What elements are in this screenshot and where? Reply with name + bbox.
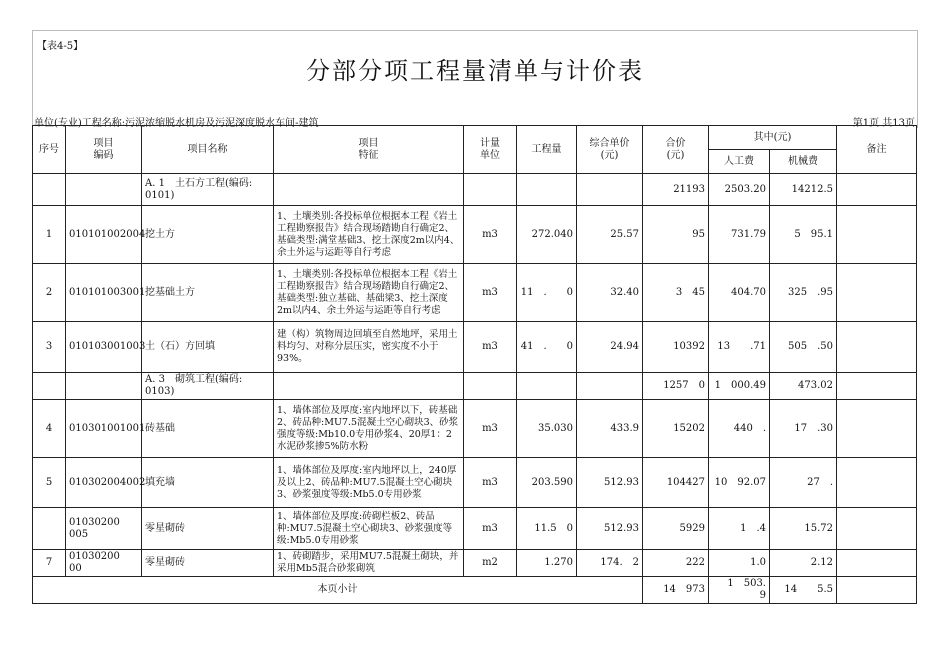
col-header-code-line1: 项目 bbox=[93, 137, 114, 149]
row-qty bbox=[517, 373, 577, 400]
page-title: 分部分项工程量清单与计价表 bbox=[306, 57, 644, 85]
row-labor: 2503.20 bbox=[709, 174, 770, 206]
row-total: 10392 bbox=[643, 322, 709, 373]
subtotal-remark bbox=[837, 577, 917, 604]
col-header-feature bbox=[274, 126, 464, 174]
row-machine: 15.72 bbox=[770, 508, 837, 550]
row-seq bbox=[33, 373, 66, 400]
row-feature bbox=[274, 174, 464, 206]
row-code: 010101002004 bbox=[66, 206, 142, 264]
table-tag: 【表4-5】 bbox=[37, 41, 84, 52]
row-name: 零星砌砖 bbox=[142, 550, 274, 577]
row-total: 104427 bbox=[643, 458, 709, 508]
row-code: 010101003001 bbox=[66, 264, 142, 322]
row-unit: m3 bbox=[464, 264, 517, 322]
row-remark bbox=[837, 458, 917, 508]
col-header-unit-line2: 单位 bbox=[480, 149, 500, 161]
row-name: 挖基础土方 bbox=[142, 264, 274, 322]
table-row bbox=[33, 264, 917, 322]
col-header-total bbox=[643, 126, 709, 174]
col-header-feature-line2: 特征 bbox=[358, 149, 379, 161]
table-row bbox=[33, 373, 917, 400]
col-header-labor: 人工费 bbox=[709, 150, 770, 174]
row-qty: 35.030 bbox=[517, 400, 577, 458]
row-unit: m3 bbox=[464, 508, 517, 550]
row-unit bbox=[464, 373, 517, 400]
row-feature: 1、土壤类别:各投标单位根据本工程《岩土工程勘察报告》结合现场踏勘自行确定2、基础类型:满堂基础3、挖土深度2m以内4、余土外运与运距等自行考虑 bbox=[274, 206, 464, 264]
project-unit-label: 单位(专业)工程名称:污泥浓缩脱水机房及污泥深度脱水车间-建筑 bbox=[34, 118, 319, 129]
row-feature: 建（构）筑物周边回填至自然地坪，采用土料均匀、对称分层压实，密实度不小于93%。 bbox=[274, 322, 464, 373]
row-unit: m2 bbox=[464, 550, 517, 577]
row-labor: 1.0 bbox=[709, 550, 770, 577]
row-machine: 17 .30 bbox=[770, 400, 837, 458]
row-seq bbox=[33, 508, 66, 550]
col-header-of-which: 其中(元) bbox=[709, 126, 837, 150]
row-unit: m3 bbox=[464, 322, 517, 373]
row-remark bbox=[837, 550, 917, 577]
col-header-feature-line1: 项目 bbox=[358, 137, 379, 149]
row-machine: 325 .95 bbox=[770, 264, 837, 322]
row-qty bbox=[517, 174, 577, 206]
row-seq: 7 bbox=[33, 550, 66, 577]
row-total: 1257 0 bbox=[643, 373, 709, 400]
row-labor: 731.79 bbox=[709, 206, 770, 264]
col-header-unit bbox=[464, 126, 517, 174]
row-seq: 5 bbox=[33, 458, 66, 508]
row-total: 3 45 bbox=[643, 264, 709, 322]
col-header-total-line2: (元) bbox=[666, 149, 685, 161]
row-labor: 10 92.07 bbox=[709, 458, 770, 508]
row-code bbox=[66, 174, 142, 206]
row-price: 433.9 bbox=[577, 400, 643, 458]
row-machine: 27 . bbox=[770, 458, 837, 508]
row-unit: m3 bbox=[464, 458, 517, 508]
col-header-name: 项目名称 bbox=[142, 126, 274, 174]
row-total: 21193 bbox=[643, 174, 709, 206]
col-header-price-line1: 综合单价 bbox=[589, 137, 630, 149]
col-header-code-line2: 编码 bbox=[93, 149, 114, 161]
col-header-seq: 序号 bbox=[33, 126, 66, 174]
row-unit: m3 bbox=[464, 400, 517, 458]
table-row bbox=[33, 322, 917, 373]
row-machine: 5 95.1 bbox=[770, 206, 837, 264]
row-qty: 272.040 bbox=[517, 206, 577, 264]
row-remark bbox=[837, 206, 917, 264]
col-header-total-line1: 合价 bbox=[665, 137, 686, 149]
table-row bbox=[33, 206, 917, 264]
row-unit: m3 bbox=[464, 206, 517, 264]
row-seq bbox=[33, 174, 66, 206]
table-row bbox=[33, 174, 917, 206]
row-feature: 1、砖砌踏步，采用MU7.5混凝土砌块，并采用Mb5混合砂浆砌筑 bbox=[274, 550, 464, 577]
row-price: 174. 2 bbox=[577, 550, 643, 577]
row-total: 222 bbox=[643, 550, 709, 577]
row-code: 010103001003 bbox=[66, 322, 142, 373]
row-feature bbox=[274, 373, 464, 400]
row-total: 95 bbox=[643, 206, 709, 264]
subtotal-label: 本页小计 bbox=[33, 577, 643, 604]
row-labor: 13 .71 bbox=[709, 322, 770, 373]
row-feature: 1、墙体部位及厚度:室内地坪以下，砖基础2、砖品种:MU7.5混凝土空心砌块3、砂浆强度等级:Mb10.0专用砂浆4、20厚1：2水泥砂浆掺5%防水粉 bbox=[274, 400, 464, 458]
col-header-price-line2: (元) bbox=[600, 149, 619, 161]
row-price: 32.40 bbox=[577, 264, 643, 322]
row-code: 010302004002 bbox=[66, 458, 142, 508]
row-price: 24.94 bbox=[577, 322, 643, 373]
row-name: 砖基础 bbox=[142, 400, 274, 458]
row-name: 挖土方 bbox=[142, 206, 274, 264]
row-name: 填充墙 bbox=[142, 458, 274, 508]
row-name: 零星砌砖 bbox=[142, 508, 274, 550]
page-info: 第1页 共13页 bbox=[852, 118, 915, 129]
col-header-code bbox=[66, 126, 142, 174]
row-qty: 41 . 0 bbox=[517, 322, 577, 373]
row-name: A. 1 土石方工程(编码: 0101) bbox=[142, 174, 274, 206]
table-row bbox=[33, 400, 917, 458]
row-labor: 404.70 bbox=[709, 264, 770, 322]
row-code bbox=[66, 373, 142, 400]
table-row bbox=[33, 458, 917, 508]
row-machine: 505 .50 bbox=[770, 322, 837, 373]
col-header-remark: 备注 bbox=[837, 126, 917, 174]
row-feature: 1、土壤类别:各投标单位根据本工程《岩土工程勘察报告》结合现场踏勘自行确定2、基础类型:独立基础、基础梁3、挖土深度2m以内4、余土外运与运距等自行考虑 bbox=[274, 264, 464, 322]
row-labor: 1 .4 bbox=[709, 508, 770, 550]
row-code: 01030200 005 bbox=[66, 508, 142, 550]
row-remark bbox=[837, 322, 917, 373]
table-row bbox=[33, 508, 917, 550]
row-unit bbox=[464, 174, 517, 206]
row-remark bbox=[837, 508, 917, 550]
col-header-unit-line1: 计量 bbox=[480, 137, 500, 149]
row-feature: 1、墙体部位及厚度:室内地坪以上，240厚及以上2、砖品种:MU7.5混凝土空心砌块3、砂浆强度等级:Mb5.0专用砂浆 bbox=[274, 458, 464, 508]
col-header-qty: 工程量 bbox=[517, 126, 577, 174]
row-machine: 14212.5 bbox=[770, 174, 837, 206]
row-qty: 11.5 0 bbox=[517, 508, 577, 550]
row-price: 512.93 bbox=[577, 458, 643, 508]
row-feature: 1、墙体部位及厚度:砖砌栏板2、砖品种:MU7.5混凝土空心砌块3、砂浆强度等级:Mb5.0专用砂浆 bbox=[274, 508, 464, 550]
row-name: A. 3 砌筑工程(编码: 0103) bbox=[142, 373, 274, 400]
row-remark bbox=[837, 400, 917, 458]
row-price bbox=[577, 373, 643, 400]
row-price: 512.93 bbox=[577, 508, 643, 550]
row-qty: 1.270 bbox=[517, 550, 577, 577]
row-labor: 1 000.49 bbox=[709, 373, 770, 400]
row-name: 土（石）方回填 bbox=[142, 322, 274, 373]
row-qty: 11 . 0 bbox=[517, 264, 577, 322]
row-seq: 3 bbox=[33, 322, 66, 373]
row-total: 5929 bbox=[643, 508, 709, 550]
subtotal-machine: 14 5.5 bbox=[770, 577, 837, 604]
row-total: 15202 bbox=[643, 400, 709, 458]
subtotal-labor: 1 503. 9 bbox=[709, 577, 770, 604]
row-price: 25.57 bbox=[577, 206, 643, 264]
row-seq: 4 bbox=[33, 400, 66, 458]
row-seq: 2 bbox=[33, 264, 66, 322]
bill-of-quantities-table bbox=[32, 125, 917, 604]
table-row bbox=[33, 550, 917, 577]
row-remark bbox=[837, 264, 917, 322]
row-machine: 2.12 bbox=[770, 550, 837, 577]
row-remark bbox=[837, 373, 917, 400]
row-code: 010301001001 bbox=[66, 400, 142, 458]
row-labor: 440 . bbox=[709, 400, 770, 458]
col-header-price bbox=[577, 126, 643, 174]
row-code: 01030200 00 bbox=[66, 550, 142, 577]
row-remark bbox=[837, 174, 917, 206]
row-seq: 1 bbox=[33, 206, 66, 264]
col-header-machine: 机械费 bbox=[770, 150, 837, 174]
subtotal-total: 14 973 bbox=[643, 577, 709, 604]
row-qty: 203.590 bbox=[517, 458, 577, 508]
row-price bbox=[577, 174, 643, 206]
subtotal-row bbox=[33, 577, 917, 604]
row-machine: 473.02 bbox=[770, 373, 837, 400]
